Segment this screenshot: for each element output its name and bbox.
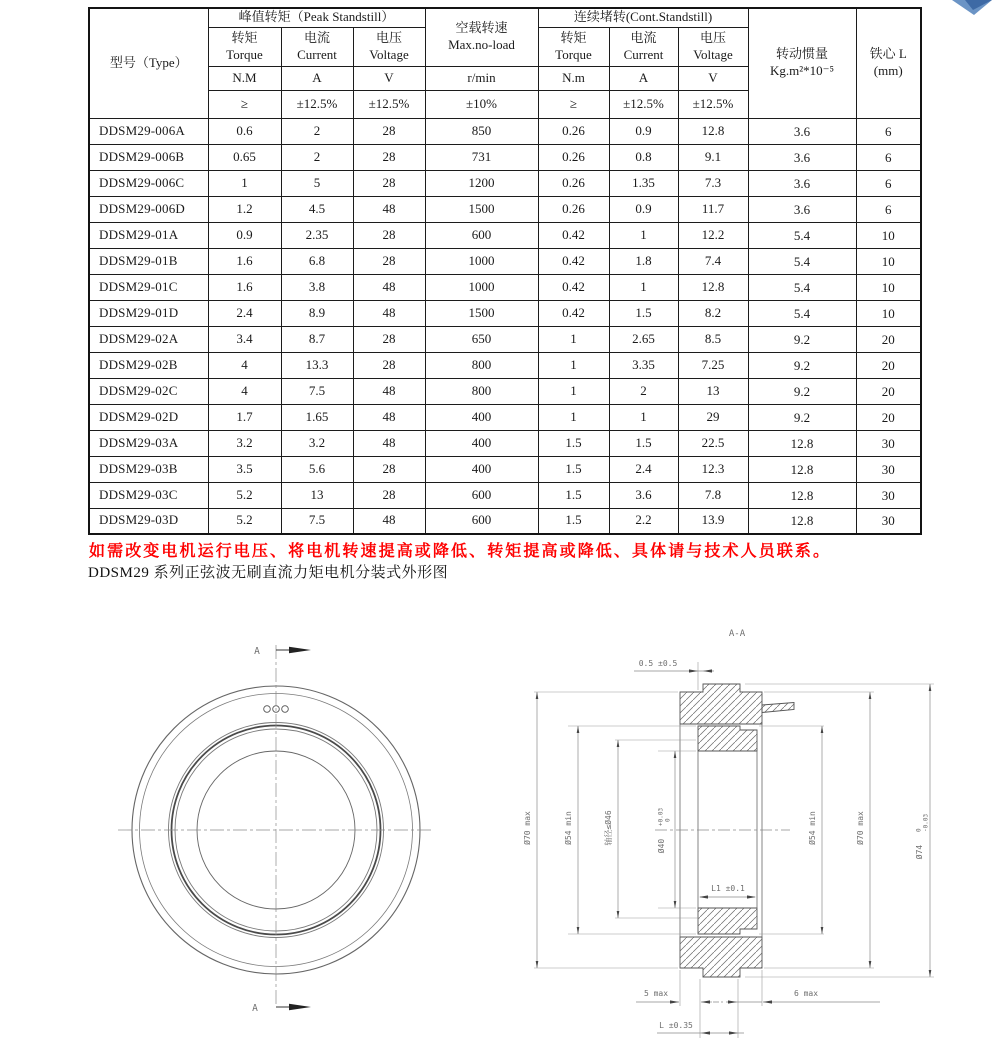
table-row (89, 378, 921, 404)
table-header (89, 8, 921, 118)
value-cell: 2 (609, 378, 678, 404)
value-cell: 0.6 (208, 118, 281, 144)
value-cell: 20 (856, 352, 921, 378)
value-cell: 12.2 (678, 222, 748, 248)
value-cell: 30 (856, 456, 921, 482)
sub-header-current: 电流 Current (281, 27, 353, 66)
value-cell: 3.2 (281, 430, 353, 456)
unit-cell: r/min (425, 66, 538, 90)
value-cell: 3.4 (208, 326, 281, 352)
value-cell: 6 (856, 196, 921, 222)
table-row (89, 404, 921, 430)
value-cell: 1000 (425, 274, 538, 300)
value-cell: 28 (353, 482, 425, 508)
value-cell: 800 (425, 352, 538, 378)
section-solids (680, 684, 794, 977)
value-cell: 28 (353, 326, 425, 352)
value-cell: 1200 (425, 170, 538, 196)
unit-cell: A (609, 66, 678, 90)
table-row (89, 118, 921, 144)
value-cell: 3.6 (748, 118, 856, 144)
value-cell: 2 (281, 144, 353, 170)
value-cell: 10 (856, 222, 921, 248)
group-header-noload: 空载转速 Max.no-load (425, 8, 538, 66)
value-cell: 3.8 (281, 274, 353, 300)
value-cell: 1 (538, 352, 609, 378)
dim-l: L ±0.35 (659, 1021, 693, 1030)
value-cell: 48 (353, 378, 425, 404)
value-cell: 7.25 (678, 352, 748, 378)
value-cell: 6 (856, 170, 921, 196)
dim-d54-right: Ø54 min (808, 811, 817, 845)
value-cell: 12.3 (678, 456, 748, 482)
value-cell: 5.4 (748, 300, 856, 326)
table-row (89, 222, 921, 248)
value-cell: 1500 (425, 196, 538, 222)
value-cell: 6.8 (281, 248, 353, 274)
motor-spec-table (88, 7, 922, 535)
terminal-tab (762, 703, 794, 713)
value-cell: 0.9 (609, 118, 678, 144)
value-cell: 20 (856, 404, 921, 430)
value-cell: 1.5 (538, 508, 609, 534)
group-header-cont: 连续堵转(Cont.Standstill) (538, 8, 748, 27)
value-cell: 1500 (425, 300, 538, 326)
value-cell: 600 (425, 508, 538, 534)
value-cell: 48 (353, 404, 425, 430)
section-arrow-icon (289, 1004, 311, 1010)
outline-drawing-caption: DDSM29 系列正弦波无刷直流力矩电机分装式外形图 (88, 565, 449, 581)
value-cell: 1 (609, 274, 678, 300)
value-cell: 3.5 (208, 456, 281, 482)
tolerance-cell: ±12.5% (353, 90, 425, 118)
value-cell: 12.8 (678, 118, 748, 144)
value-cell: 30 (856, 430, 921, 456)
dim-6max: 6 max (793, 989, 819, 998)
value-cell: 5 (281, 170, 353, 196)
model-cell: DDSM29-01A (89, 222, 208, 248)
corner-accent-icon (948, 0, 1000, 18)
value-cell: 10 (856, 274, 921, 300)
unit-cell: V (353, 66, 425, 90)
value-cell: 12.8 (748, 430, 856, 456)
table-row (89, 196, 921, 222)
value-cell: 0.9 (208, 222, 281, 248)
table-row (89, 248, 921, 274)
svg-text:0: 0 (664, 818, 672, 822)
value-cell: 12.8 (678, 274, 748, 300)
value-cell: 13.3 (281, 352, 353, 378)
value-cell: 3.6 (609, 482, 678, 508)
model-cell: DDSM29-006A (89, 118, 208, 144)
value-cell: 8.9 (281, 300, 353, 326)
value-cell: 0.9 (609, 196, 678, 222)
value-cell: 7.8 (678, 482, 748, 508)
value-cell: 20 (856, 378, 921, 404)
sub-header-torque: 转矩 Torque (208, 27, 281, 66)
section-label-top: A (254, 646, 260, 657)
dim-d70-right: Ø70 max (856, 811, 865, 845)
value-cell: 2.4 (609, 456, 678, 482)
front-view (118, 645, 434, 1014)
value-cell: 30 (856, 508, 921, 534)
value-cell: 731 (425, 144, 538, 170)
value-cell: 29 (678, 404, 748, 430)
sub-header-voltage: 电压 Voltage (678, 27, 748, 66)
model-cell: DDSM29-02A (89, 326, 208, 352)
unit-cell: N.M (208, 66, 281, 90)
table-row (89, 508, 921, 534)
value-cell: 3.6 (748, 144, 856, 170)
svg-text:Ø40: Ø40 (657, 838, 666, 854)
dim-d70-left: Ø70 max (523, 811, 532, 845)
value-cell: 10 (856, 300, 921, 326)
value-cell: 3.35 (609, 352, 678, 378)
value-cell: 22.5 (678, 430, 748, 456)
model-cell: DDSM29-006D (89, 196, 208, 222)
value-cell: 4.5 (281, 196, 353, 222)
value-cell: 5.4 (748, 222, 856, 248)
value-cell: 8.7 (281, 326, 353, 352)
unit-cell: N.m (538, 66, 609, 90)
value-cell: 4 (208, 352, 281, 378)
tolerance-cell: ±12.5% (281, 90, 353, 118)
value-cell: 400 (425, 404, 538, 430)
value-cell: 48 (353, 196, 425, 222)
value-cell: 7.5 (281, 378, 353, 404)
value-cell: 9.2 (748, 352, 856, 378)
value-cell: 1.8 (609, 248, 678, 274)
value-cell: 9.2 (748, 378, 856, 404)
value-cell: 1.5 (538, 456, 609, 482)
value-cell: 28 (353, 456, 425, 482)
table-row (89, 352, 921, 378)
section-arrow-icon (289, 647, 311, 653)
value-cell: 48 (353, 274, 425, 300)
unit-cell: V (678, 66, 748, 90)
value-cell: 5.4 (748, 274, 856, 300)
value-cell: 2.4 (208, 300, 281, 326)
value-cell: 10 (856, 248, 921, 274)
value-cell: 6 (856, 144, 921, 170)
value-cell: 28 (353, 222, 425, 248)
sub-header-torque: 转矩 Torque (538, 27, 609, 66)
table-row (89, 482, 921, 508)
tolerance-cell: ≥ (208, 90, 281, 118)
value-cell: 4 (208, 378, 281, 404)
model-cell: DDSM29-02D (89, 404, 208, 430)
value-cell: 28 (353, 352, 425, 378)
dim-d74 (914, 814, 930, 860)
value-cell: 0.8 (609, 144, 678, 170)
tolerance-cell: ±12.5% (678, 90, 748, 118)
value-cell: 1000 (425, 248, 538, 274)
model-cell: DDSM29-02B (89, 352, 208, 378)
value-cell: 0.26 (538, 118, 609, 144)
table-row (89, 326, 921, 352)
col-header-core: 铁心 L (mm) (856, 8, 921, 118)
value-cell: 48 (353, 508, 425, 534)
value-cell: 1.6 (208, 274, 281, 300)
value-cell: 2.2 (609, 508, 678, 534)
value-cell: 6 (856, 118, 921, 144)
model-cell: DDSM29-006C (89, 170, 208, 196)
dim-d40 (656, 808, 672, 854)
value-cell: 8.5 (678, 326, 748, 352)
value-cell: 28 (353, 118, 425, 144)
table-row (89, 144, 921, 170)
section-view (522, 629, 934, 1038)
group-header-peak: 峰值转矩（Peak Standstill） (208, 8, 425, 27)
value-cell: 1 (538, 378, 609, 404)
model-cell: DDSM29-006B (89, 144, 208, 170)
table-row (89, 430, 921, 456)
sub-header-current: 电流 Current (609, 27, 678, 66)
value-cell: 3.2 (208, 430, 281, 456)
dim-d54-left: Ø54 min (564, 811, 573, 845)
value-cell: 5.6 (281, 456, 353, 482)
sub-header-voltage: 电压 Voltage (353, 27, 425, 66)
value-cell: 400 (425, 430, 538, 456)
model-cell: DDSM29-03D (89, 508, 208, 534)
svg-text:+0.03: +0.03 (657, 807, 665, 826)
value-cell: 0.42 (538, 222, 609, 248)
value-cell: 11.7 (678, 196, 748, 222)
value-cell: 850 (425, 118, 538, 144)
col-header-type: 型号（Type） (89, 8, 208, 118)
svg-text:Ø74: Ø74 (915, 844, 924, 860)
value-cell: 2.65 (609, 326, 678, 352)
unit-cell: A (281, 66, 353, 90)
tolerance-cell: ±10% (425, 90, 538, 118)
value-cell: 1 (538, 326, 609, 352)
tolerance-cell: ≥ (538, 90, 609, 118)
dim-shaft-bore: 轴径≤Ø46 (604, 810, 613, 846)
tolerance-cell: ±12.5% (609, 90, 678, 118)
value-cell: 0.65 (208, 144, 281, 170)
value-cell: 0.26 (538, 196, 609, 222)
table-row (89, 300, 921, 326)
table-row (89, 456, 921, 482)
value-cell: 7.4 (678, 248, 748, 274)
dim-offset: 0.5 ±0.5 (638, 659, 678, 668)
value-cell: 1.5 (609, 300, 678, 326)
value-cell: 7.5 (281, 508, 353, 534)
table-row (89, 274, 921, 300)
value-cell: 600 (425, 482, 538, 508)
dim-5max: 5 max (643, 989, 669, 998)
model-cell: DDSM29-01C (89, 274, 208, 300)
value-cell: 1.6 (208, 248, 281, 274)
value-cell: 48 (353, 300, 425, 326)
value-cell: 12.8 (748, 456, 856, 482)
model-cell: DDSM29-02C (89, 378, 208, 404)
value-cell: 12.8 (748, 482, 856, 508)
model-cell: DDSM29-01B (89, 248, 208, 274)
value-cell: 1.35 (609, 170, 678, 196)
value-cell: 1 (609, 404, 678, 430)
value-cell: 1.2 (208, 196, 281, 222)
value-cell: 9.1 (678, 144, 748, 170)
value-cell: 13.9 (678, 508, 748, 534)
value-cell: 5.4 (748, 248, 856, 274)
value-cell: 650 (425, 326, 538, 352)
value-cell: 8.2 (678, 300, 748, 326)
value-cell: 0.42 (538, 274, 609, 300)
value-cell: 3.6 (748, 170, 856, 196)
value-cell: 0.26 (538, 170, 609, 196)
table-body (89, 118, 921, 534)
value-cell: 2 (281, 118, 353, 144)
value-cell: 600 (425, 222, 538, 248)
value-cell: 9.2 (748, 326, 856, 352)
section-title: A-A (728, 629, 746, 639)
value-cell: 1.5 (609, 430, 678, 456)
model-cell: DDSM29-03B (89, 456, 208, 482)
value-cell: 28 (353, 170, 425, 196)
value-cell: 0.42 (538, 300, 609, 326)
value-cell: 7.3 (678, 170, 748, 196)
value-cell: 5.2 (208, 482, 281, 508)
value-cell: 800 (425, 378, 538, 404)
dim-l1: L1 ±0.1 (711, 884, 745, 893)
value-cell: 13 (678, 378, 748, 404)
value-cell: 30 (856, 482, 921, 508)
value-cell: 1.7 (208, 404, 281, 430)
col-header-inertia: 转动惯量 Kg.m²*10⁻⁵ (748, 8, 856, 118)
value-cell: 2.35 (281, 222, 353, 248)
value-cell: 1.5 (538, 482, 609, 508)
value-cell: 1.65 (281, 404, 353, 430)
svg-text:-0.03: -0.03 (922, 813, 930, 832)
model-cell: DDSM29-03A (89, 430, 208, 456)
model-cell: DDSM29-01D (89, 300, 208, 326)
section-label-bottom: A (252, 1003, 258, 1014)
value-cell: 20 (856, 326, 921, 352)
value-cell: 0.26 (538, 144, 609, 170)
value-cell: 5.2 (208, 508, 281, 534)
section-cut-marks (276, 650, 296, 1007)
value-cell: 28 (353, 248, 425, 274)
svg-text:0: 0 (915, 828, 923, 832)
model-cell: DDSM29-03C (89, 482, 208, 508)
value-cell: 1.5 (538, 430, 609, 456)
voltage-warning-text: 如需改变电机运行电压、将电机转速提高或降低、转矩提高或降低、具体请与技术人员联系。 (89, 543, 832, 560)
table-row (89, 170, 921, 196)
value-cell: 1 (538, 404, 609, 430)
value-cell: 48 (353, 430, 425, 456)
value-cell: 9.2 (748, 404, 856, 430)
value-cell: 0.42 (538, 248, 609, 274)
value-cell: 13 (281, 482, 353, 508)
value-cell: 3.6 (748, 196, 856, 222)
outline-drawings (0, 598, 1000, 1062)
value-cell: 12.8 (748, 508, 856, 534)
value-cell: 1 (208, 170, 281, 196)
value-cell: 28 (353, 144, 425, 170)
value-cell: 1 (609, 222, 678, 248)
value-cell: 400 (425, 456, 538, 482)
